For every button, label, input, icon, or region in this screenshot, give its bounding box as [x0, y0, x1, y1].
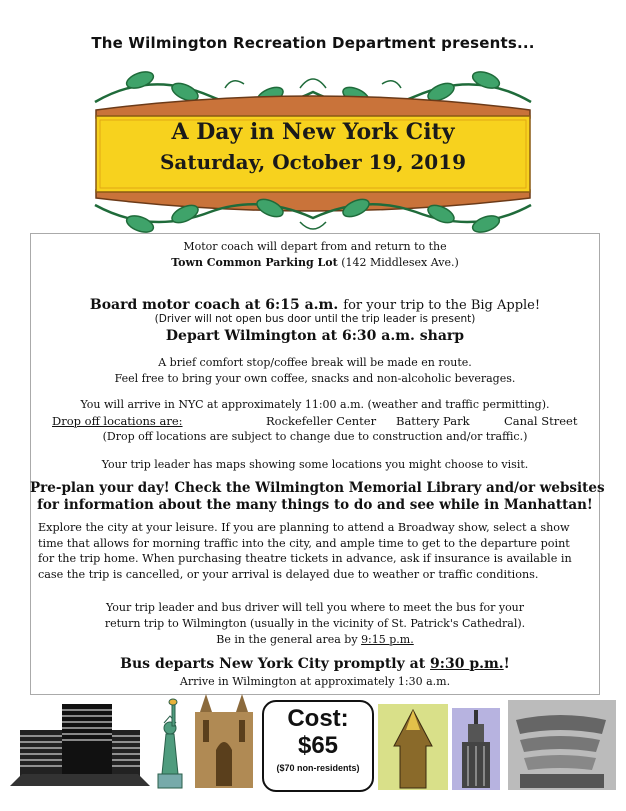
cost-nonresident: ($70 non-residents) [276, 763, 360, 773]
location-address: (142 Middlesex Ave.) [341, 256, 459, 269]
drop-off-rockefeller: Rockefeller Center [266, 414, 377, 428]
bus-departs-suffix: ! [503, 656, 510, 672]
bus-departs-prefix: Bus departs New York City promptly at [120, 656, 431, 672]
cost-label: Cost: [287, 705, 349, 732]
maps-line: Your trip leader has maps showing some locations you might choose to visit. [101, 458, 529, 471]
event-title: A Day in New York City [171, 119, 455, 145]
chrysler-building-icon [378, 704, 448, 790]
meet-line3 [30, 633, 600, 646]
location-name: Town Common Parking Lot [171, 256, 338, 269]
board-rest: for your trip to the Big Apple! [343, 298, 541, 313]
explore-line: Explore the city at your leisure. If you are planning to attend a Broadway show, select a show [38, 521, 570, 534]
explore-paragraph [38, 520, 594, 582]
board-time: Board motor coach at 6:15 a.m. [89, 297, 339, 313]
bus-departs [30, 656, 600, 672]
arrive-wilmington: Arrive in Wilmington at approximately 1:30 a.m. [179, 675, 451, 688]
drop-off-battery: Battery Park [396, 414, 470, 428]
drop-off-note: (Drop off locations are subject to change due to construction and/or traffic.) [102, 430, 528, 443]
drop-off-canal: Canal Street [504, 414, 578, 428]
preplan-line1: Pre-plan your day! Check the Wilmington Memorial Library and/or websites [30, 480, 605, 496]
driver-note: (Driver will not open bus door until the trip leader is present) [154, 313, 476, 325]
cathedral-icon [195, 694, 253, 788]
bus-departs-time: 9:30 p.m. [430, 656, 504, 672]
brown-frame-top [96, 96, 530, 118]
arrival-time: You will arrive in NYC at approximately 11:00 a.m. (weather and traffic permitting). [80, 398, 550, 411]
board-line [30, 294, 600, 313]
depart-wilmington: Depart Wilmington at 6:30 a.m. sharp [165, 328, 465, 344]
depart-line: Motor coach will depart from and return to the [183, 240, 447, 253]
statue-of-liberty-icon [158, 699, 182, 788]
guggenheim-icon [508, 700, 616, 790]
drop-off-label: Drop off locations are: [52, 414, 183, 428]
location-line [30, 256, 600, 269]
brown-frame-bottom [96, 190, 530, 211]
explore-line: case the trip is cancelled, or your arrival is delayed due to weather or traffic conditions. [38, 567, 539, 581]
meet-prefix: Be in the general area by [216, 633, 362, 646]
banner-title [96, 117, 530, 177]
meet-time: 9:15 p.m. [361, 633, 414, 646]
presents-heading: The Wilmington Recreation Department presents... [91, 34, 535, 52]
bring-coffee: Feel free to bring your own coffee, snacks and non-alcoholic beverages. [114, 372, 516, 385]
meet-line2: return trip to Wilmington (usually in the vicinity of St. Patrick's Cathedral). [104, 617, 526, 630]
meet-line1: Your trip leader and bus driver will tell you where to meet the bus for your [105, 601, 525, 614]
cost-box [262, 700, 374, 792]
explore-line: for the trip home. When purchasing theatre tickets in advance, ask if insurance is available in [38, 552, 572, 565]
building-icon [10, 704, 150, 786]
preplan-line2: for information about the many things to do and see while in Manhattan! [37, 497, 593, 513]
empire-state-building-icon [452, 708, 500, 790]
cost-price: $65 [297, 732, 339, 759]
event-date: Saturday, October 19, 2019 [159, 150, 467, 174]
comfort-stop: A brief comfort stop/coffee break will be made en route. [158, 356, 472, 369]
explore-line: time that allows for morning traffic into the city, and ample time to get to the departure point [38, 536, 570, 550]
